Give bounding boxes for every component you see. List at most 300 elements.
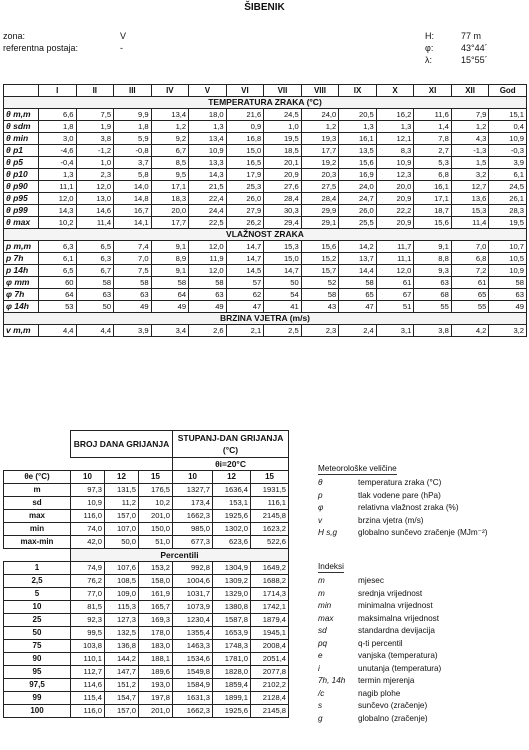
hum-section-title: VLAŽNOST ZRAKA [4, 229, 527, 241]
value-cell: 22,4 [189, 193, 227, 205]
row-label: θ p5 [4, 157, 39, 169]
legend-description: termin mjerenja [358, 676, 415, 685]
value-cell: 63 [189, 289, 227, 301]
value-cell: 7,4 [114, 241, 152, 253]
stat-label: min [4, 523, 71, 536]
value-cell: 60 [39, 277, 77, 289]
legend-symbol: max [318, 613, 334, 623]
value-cell: 16,1 [414, 181, 452, 193]
row-label: p 7h [4, 253, 39, 265]
value-cell: 154,7 [105, 692, 139, 705]
value-cell: 1380,8 [213, 601, 251, 614]
ref-label: referentna postaja: [3, 43, 79, 53]
legend-symbol: sd [318, 626, 327, 635]
value-cell: 9,1 [414, 241, 452, 253]
value-cell: 2145,8 [251, 705, 289, 718]
page-title: ŠIBENIK [244, 2, 285, 13]
blank-cell [71, 458, 173, 471]
value-cell: 158,0 [139, 575, 173, 588]
value-cell: 11,4 [76, 217, 114, 229]
value-cell: 13,4 [151, 109, 189, 121]
value-cell: 201,0 [139, 510, 173, 523]
value-cell: 176,5 [139, 484, 173, 497]
value-cell: 15,0 [264, 253, 302, 265]
percentile-row [4, 640, 289, 653]
value-cell: 12,0 [76, 181, 114, 193]
value-cell: 4,3 [451, 133, 489, 145]
monthly-climate-table [3, 84, 527, 337]
value-cell: 16,9 [339, 169, 377, 181]
value-cell: 29,1 [301, 217, 339, 229]
value-cell: 188,1 [139, 653, 173, 666]
value-cell: 1879,4 [251, 614, 289, 627]
month-header: IV [151, 85, 189, 97]
value-cell: -0,8 [114, 145, 152, 157]
value-cell: 19,2 [301, 157, 339, 169]
value-cell: 17,9 [226, 169, 264, 181]
legend-description: mjesec [358, 576, 384, 585]
value-cell: 20,0 [376, 181, 414, 193]
value-cell: 1584,9 [173, 679, 213, 692]
value-cell: 14,2 [339, 241, 377, 253]
value-cell: 43 [301, 301, 339, 313]
value-cell: 14,4 [339, 265, 377, 277]
value-cell: 9,2 [151, 133, 189, 145]
row-label: θ sdm [4, 121, 39, 133]
legend-description: vanjska (temperatura) [358, 651, 438, 660]
value-cell: 14,3 [39, 205, 77, 217]
value-cell: 151,2 [105, 679, 139, 692]
value-cell: 20,3 [301, 169, 339, 181]
legend-symbol: /c [318, 688, 325, 698]
value-cell: 58 [76, 277, 114, 289]
value-cell: 3,1 [376, 325, 414, 337]
month-header: VIII [301, 85, 339, 97]
stat-label: max [4, 510, 71, 523]
row-label: φ mm [4, 277, 39, 289]
section-row [4, 313, 527, 325]
value-cell: 67 [376, 289, 414, 301]
value-cell: 49 [114, 301, 152, 313]
value-cell: 985,0 [173, 523, 213, 536]
value-cell: 1,3 [339, 121, 377, 133]
value-cell: 15,0 [226, 145, 264, 157]
value-cell: 109,0 [105, 588, 139, 601]
value-cell: 8,9 [151, 253, 189, 265]
value-cell: 28,4 [301, 193, 339, 205]
row-label: θ max [4, 217, 39, 229]
value-cell: 1302,0 [213, 523, 251, 536]
value-cell: 9,1 [151, 241, 189, 253]
value-cell: 13,6 [451, 193, 489, 205]
value-cell: 1,0 [264, 121, 302, 133]
value-cell: 16,2 [376, 109, 414, 121]
value-cell: 1587,8 [213, 614, 251, 627]
value-cell: 26,0 [339, 205, 377, 217]
legend-item [318, 575, 384, 588]
percentile-row [4, 562, 289, 575]
value-cell: 11,2 [105, 497, 139, 510]
h-label: H: [425, 31, 434, 41]
value-cell: 12,3 [376, 169, 414, 181]
value-cell: 68 [414, 289, 452, 301]
value-cell: 178,0 [139, 627, 173, 640]
value-cell: 1748,3 [213, 640, 251, 653]
value-cell: 2008,4 [251, 640, 289, 653]
stat-row [4, 497, 289, 510]
value-cell: 9,5 [151, 169, 189, 181]
value-cell: 15,6 [414, 217, 452, 229]
value-cell: 1004,6 [173, 575, 213, 588]
stat-row [4, 510, 289, 523]
legend-symbol: i [318, 663, 320, 673]
value-cell: 26,1 [489, 193, 527, 205]
value-cell: 65 [451, 289, 489, 301]
legend-symbol: s [318, 701, 323, 710]
value-cell: 2,3 [76, 169, 114, 181]
value-cell: 18,7 [414, 205, 452, 217]
value-cell: 1329,0 [213, 588, 251, 601]
value-cell: 144,2 [105, 653, 139, 666]
value-cell: 169,3 [139, 614, 173, 627]
value-cell: 24,4 [189, 205, 227, 217]
data-row [4, 157, 527, 169]
percentile-label: 97,5 [4, 679, 71, 692]
value-cell: 1355,4 [173, 627, 213, 640]
value-cell: 1230,4 [173, 614, 213, 627]
value-cell: 107,0 [105, 523, 139, 536]
indeksi-title: Indeksi [318, 562, 344, 571]
value-cell: 21,5 [189, 181, 227, 193]
value-cell: 1327,7 [173, 484, 213, 497]
value-cell: 0,9 [226, 121, 264, 133]
value-cell: 13,5 [339, 145, 377, 157]
legend-description: globalno sunčevo zračenje (MJm⁻²) [358, 528, 488, 537]
value-cell: 5,8 [114, 169, 152, 181]
value-cell: 58 [339, 277, 377, 289]
value-cell: 193,0 [139, 679, 173, 692]
value-cell: 189,6 [139, 666, 173, 679]
value-cell: 41 [264, 301, 302, 313]
row-label: θ p10 [4, 169, 39, 181]
value-cell: 51 [376, 301, 414, 313]
value-cell: 50,0 [105, 536, 139, 549]
value-cell: 17,1 [151, 181, 189, 193]
month-header: VI [226, 85, 264, 97]
month-header: II [76, 85, 114, 97]
threshold-header: 10 [71, 471, 105, 484]
legend-symbol: g [318, 713, 323, 723]
value-cell: 12,7 [451, 181, 489, 193]
value-cell: 2,5 [264, 325, 302, 337]
value-cell: 1,0 [76, 157, 114, 169]
theta-i-label: θi=20°C [173, 458, 289, 471]
percentile-row [4, 614, 289, 627]
value-cell: 54 [264, 289, 302, 301]
value-cell: 47 [226, 301, 264, 313]
value-cell: 165,7 [139, 601, 173, 614]
value-cell: 1,5 [451, 157, 489, 169]
data-row [4, 265, 527, 277]
value-cell: 27,9 [226, 205, 264, 217]
value-cell: 6,5 [39, 265, 77, 277]
value-cell: 15,3 [451, 205, 489, 217]
value-cell: 3,2 [489, 325, 527, 337]
value-cell: 16,1 [339, 133, 377, 145]
value-cell: 49 [489, 301, 527, 313]
value-cell: 14,5 [226, 265, 264, 277]
value-cell: 63 [414, 277, 452, 289]
value-cell: 10,9 [489, 133, 527, 145]
value-cell: 58 [301, 289, 339, 301]
value-cell: 7,0 [114, 253, 152, 265]
value-cell: 131,5 [105, 484, 139, 497]
percentile-label: 1 [4, 562, 71, 575]
percentile-row [4, 627, 289, 640]
wind-section-title: BRZINA VJETRA (m/s) [4, 313, 527, 325]
value-cell: 6,3 [39, 241, 77, 253]
legend-indices [318, 561, 442, 725]
data-row [4, 145, 527, 157]
value-cell: 20,9 [376, 217, 414, 229]
legend-description: unutanja (temperatura) [358, 663, 442, 673]
station-info-values [120, 30, 126, 54]
month-header-row [4, 85, 527, 97]
value-cell: 61 [451, 277, 489, 289]
value-cell: 3,2 [451, 169, 489, 181]
blank-cell [4, 549, 71, 562]
value-cell: 8,8 [414, 253, 452, 265]
value-cell: 107,6 [105, 562, 139, 575]
value-cell: 14,8 [114, 193, 152, 205]
value-cell: 110,1 [71, 653, 105, 666]
value-cell: 15,3 [264, 241, 302, 253]
value-cell: 81,5 [71, 601, 105, 614]
value-cell: 9,9 [114, 109, 152, 121]
percentile-label: 5 [4, 588, 71, 601]
legend-symbol: H s,g [318, 528, 338, 537]
legend-item [318, 613, 439, 626]
value-cell: 11,1 [376, 253, 414, 265]
value-cell: 30,3 [264, 205, 302, 217]
data-row [4, 169, 527, 181]
legend-symbol: m [318, 588, 325, 598]
value-cell: 10,9 [189, 145, 227, 157]
value-cell: 27,5 [301, 181, 339, 193]
value-cell: 1463,3 [173, 640, 213, 653]
value-cell: 15,7 [301, 265, 339, 277]
value-cell: 6,1 [39, 253, 77, 265]
value-cell: 132,5 [105, 627, 139, 640]
row-label: φ 7h [4, 289, 39, 301]
legend-item [318, 490, 441, 503]
value-cell: 2051,4 [251, 653, 289, 666]
value-cell: 161,9 [139, 588, 173, 601]
legend-variables [318, 463, 488, 540]
legend-description: nagib plohe [358, 688, 401, 698]
value-cell: 1742,1 [251, 601, 289, 614]
value-cell: 1,3 [376, 121, 414, 133]
legend-symbol: pq [318, 638, 328, 648]
value-cell: 4,4 [76, 325, 114, 337]
row-label: θ min [4, 133, 39, 145]
value-cell: 9,3 [414, 265, 452, 277]
value-cell: 16,8 [226, 133, 264, 145]
value-cell: 14,3 [189, 169, 227, 181]
value-cell: 13,7 [339, 253, 377, 265]
percentile-row [4, 666, 289, 679]
legend-item [318, 515, 424, 528]
legend-description: srednja vrijednost [358, 588, 423, 598]
threshold-header: 15 [251, 471, 289, 484]
percentile-label: 25 [4, 614, 71, 627]
blank-cell [4, 458, 71, 471]
value-cell: 6,7 [76, 265, 114, 277]
value-cell: 13,0 [76, 193, 114, 205]
value-cell: 677,3 [173, 536, 213, 549]
value-cell: 1925,6 [213, 705, 251, 718]
value-cell: 173,4 [173, 497, 213, 510]
value-cell: 19,5 [489, 217, 527, 229]
percentili-row [4, 549, 289, 562]
legend-item [318, 713, 428, 726]
value-cell: 10,5 [489, 253, 527, 265]
value-cell: 42,0 [71, 536, 105, 549]
value-cell: 3,8 [76, 133, 114, 145]
value-cell: 50 [76, 301, 114, 313]
data-row [4, 217, 527, 229]
value-cell: 24,5 [264, 109, 302, 121]
value-cell: 64 [39, 289, 77, 301]
value-cell: 14,7 [264, 265, 302, 277]
percentile-label: 100 [4, 705, 71, 718]
value-cell: 18,3 [151, 193, 189, 205]
value-cell: 116,1 [251, 497, 289, 510]
row-label: v m,m [4, 325, 39, 337]
percentile-row [4, 575, 289, 588]
value-cell: 10,2 [139, 497, 173, 510]
value-cell: 1899,1 [213, 692, 251, 705]
month-header: XI [414, 85, 452, 97]
value-cell: 63 [76, 289, 114, 301]
data-row [4, 253, 527, 265]
percentile-row [4, 601, 289, 614]
legend-description: q-ti percentil [358, 638, 403, 648]
value-cell: 14,0 [114, 181, 152, 193]
legend-item [318, 588, 423, 601]
data-row [4, 241, 527, 253]
value-cell: 1,2 [301, 121, 339, 133]
legend-item [318, 502, 459, 515]
value-cell: 1781,0 [213, 653, 251, 666]
legend-symbol: v [318, 515, 323, 525]
value-cell: 114,6 [71, 679, 105, 692]
value-cell: 29,4 [264, 217, 302, 229]
stupanj-dan-title: STUPANJ-DAN GRIJANJA (°C) [173, 431, 289, 458]
value-cell: 1623,2 [251, 523, 289, 536]
section-row [4, 97, 527, 109]
month-header: IX [339, 85, 377, 97]
value-cell: 20,9 [264, 169, 302, 181]
value-cell: 15,1 [489, 109, 527, 121]
value-cell: 6,1 [489, 169, 527, 181]
value-cell: 116,0 [71, 510, 105, 523]
legend-item [318, 688, 401, 701]
value-cell: 108,5 [105, 575, 139, 588]
value-cell: 63 [114, 289, 152, 301]
legend-item [318, 638, 403, 651]
value-cell: 25,3 [226, 181, 264, 193]
percentile-label: 75 [4, 640, 71, 653]
value-cell: 11,4 [451, 217, 489, 229]
value-cell: 57 [226, 277, 264, 289]
month-header: VII [264, 85, 302, 97]
value-cell: 58 [489, 277, 527, 289]
row-label: θ p95 [4, 193, 39, 205]
data-row [4, 133, 527, 145]
value-cell: 13,4 [189, 133, 227, 145]
value-cell: 183,0 [139, 640, 173, 653]
value-cell: 1031,7 [173, 588, 213, 601]
value-cell: 12,0 [376, 265, 414, 277]
data-row [4, 277, 527, 289]
data-row [4, 109, 527, 121]
data-row [4, 325, 527, 337]
value-cell: 197,8 [139, 692, 173, 705]
value-cell: 49 [151, 301, 189, 313]
percentile-label: 50 [4, 627, 71, 640]
value-cell: 16,5 [226, 157, 264, 169]
heat-sub-row [4, 458, 289, 471]
value-cell: 6,5 [76, 241, 114, 253]
value-cell: 10,9 [71, 497, 105, 510]
value-cell: 0,4 [489, 121, 527, 133]
value-cell: 18,5 [264, 145, 302, 157]
value-cell: 112,7 [71, 666, 105, 679]
percentile-label: 90 [4, 653, 71, 666]
legend-description: standardna devijacija [358, 626, 435, 635]
value-cell: 1828,0 [213, 666, 251, 679]
value-cell: 1649,2 [251, 562, 289, 575]
blank-cell [4, 431, 71, 458]
legend-symbol: e [318, 651, 323, 660]
value-cell: 5,3 [414, 157, 452, 169]
value-cell: 103,8 [71, 640, 105, 653]
value-cell: -1,2 [76, 145, 114, 157]
value-cell: 77,0 [71, 588, 105, 601]
legend-symbol: p [318, 490, 323, 500]
legend-description: maksimalna vrijednost [358, 613, 439, 623]
value-cell: 7,5 [76, 109, 114, 121]
value-cell: 16,7 [114, 205, 152, 217]
value-cell: 11,6 [414, 109, 452, 121]
legend-symbol: min [318, 601, 332, 610]
value-cell: 1662,3 [173, 510, 213, 523]
station-coord-values [461, 30, 488, 66]
value-cell: 11,1 [39, 181, 77, 193]
month-header: God [489, 85, 527, 97]
percentile-row [4, 692, 289, 705]
value-cell: 2,7 [414, 145, 452, 157]
value-cell: 1,3 [189, 121, 227, 133]
value-cell: 15,6 [339, 157, 377, 169]
value-cell: 10,2 [39, 217, 77, 229]
broj-dana-title: BROJ DANA GRIJANJA [71, 431, 173, 458]
value-cell: 5,9 [114, 133, 152, 145]
data-row [4, 289, 527, 301]
value-cell: 6,3 [76, 253, 114, 265]
value-cell: 1,8 [39, 121, 77, 133]
